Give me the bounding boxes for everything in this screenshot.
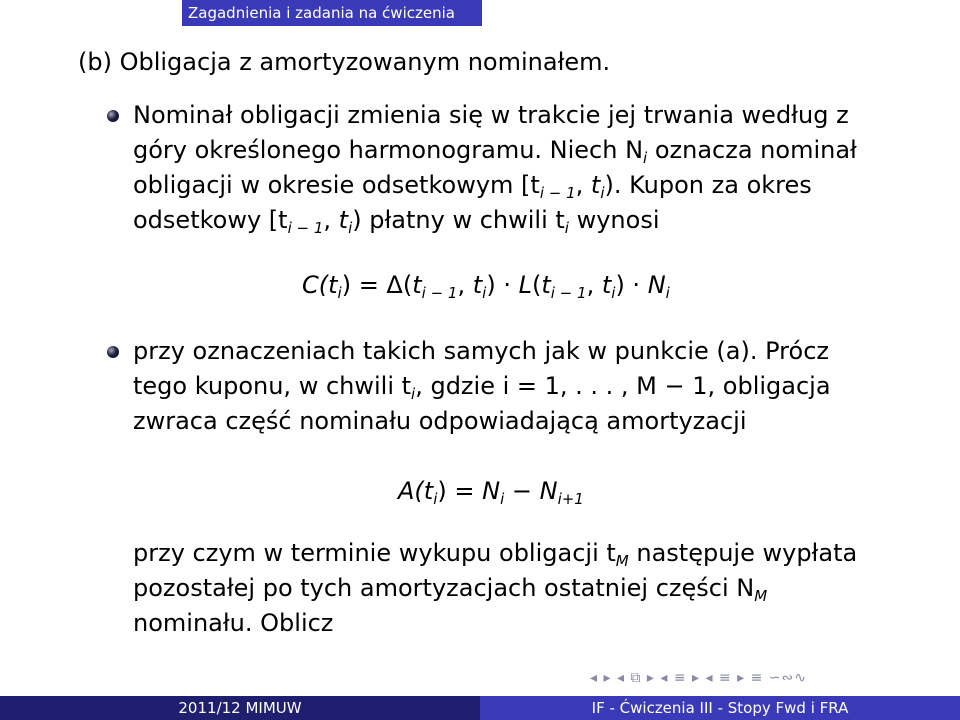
bullet-1-line-4: odsetkowy [$t_{i - 1}$, $t_i$) płatny w chwili $t_i$ wynosi	[133, 206, 660, 237]
text-fragment: przy czym w terminie wykupu obligacji t	[133, 539, 616, 567]
section-heading: (b) Obligacja z amortyzowanym nominałem.	[78, 48, 611, 76]
subscript: M	[754, 587, 768, 605]
bullet-2-line-2	[133, 369, 903, 404]
bullet-2-line-1: przy oznaczeniach takich samych jak w punkcie (a). Prócz	[133, 337, 829, 365]
bullet-item-2	[133, 334, 903, 439]
subscript: i	[600, 184, 605, 202]
subscript: i	[348, 219, 353, 237]
text-fragment: , gdzie i = 1, . . . , M − 1, obligacja	[415, 372, 831, 400]
closing-line-3: nominału. Oblicz	[133, 609, 334, 637]
bullet-icon	[107, 346, 119, 358]
header-title: Zagadnienia i zadania na ćwiczenia	[182, 0, 482, 26]
footer-left: 2011/12 MIMUW	[0, 696, 480, 720]
subscript: i − 1	[287, 219, 324, 237]
closing-line-1	[133, 536, 903, 571]
text-fragment: obligacji w okresie odsetkowym [t	[133, 171, 540, 199]
text-fragment: tego kuponu, w chwili t	[133, 372, 412, 400]
bullet-1-line-2	[133, 133, 903, 168]
text-fragment: pozostałej po tych amortyzacjach ostatniej części N	[133, 574, 755, 602]
amortization-formula: $A(t_i) = N_i - N_{i+1}$	[398, 477, 584, 508]
slide-footer	[0, 696, 960, 720]
text-fragment: . Kupon za okres	[613, 171, 812, 199]
bullet-1-line-1: Nominał obligacji zmienia się w trakcie jej trwania według z	[133, 101, 849, 129]
text-fragment: góry określonego harmonogramu. Niech N	[133, 136, 644, 164]
closing-line-2	[133, 571, 903, 606]
subscript: i	[564, 219, 569, 237]
text-fragment: wynosi	[568, 206, 660, 234]
bullet-icon	[107, 110, 119, 122]
closing-paragraph	[133, 536, 903, 641]
subscript: i+1	[557, 490, 584, 508]
beamer-navigation-icons[interactable]: ◂ ▸ ◂ ⧉ ▸ ◂ ≡ ▸ ◂ ≡ ▸ ≡ ∽∾∿	[590, 670, 807, 686]
formula-start: A(t	[398, 477, 434, 505]
text-fragment: następuje wypłata	[636, 539, 858, 567]
bullet-2-line-3: zwraca część nominału odpowiadającą amortyzacji	[133, 407, 747, 435]
bullet-1-line-3: obligacji w okresie odsetkowym [$t_{i - 1}$, $t_i$). Kupon za okres	[133, 171, 812, 202]
text-fragment: odsetkowy [t	[133, 206, 288, 234]
slide-header	[0, 0, 960, 26]
coupon-formula: $C(t_i) = \Delta(t_{i - 1}$, $t_i) \cdot L(t_{i - 1}$, $t_i) \cdot N_i$	[302, 271, 670, 302]
subscript: i	[411, 385, 416, 403]
subscript: i − 1	[539, 184, 576, 202]
subscript: M	[615, 552, 629, 570]
bullet-item-1	[133, 98, 903, 238]
formula-start: C(t	[302, 271, 338, 299]
text-fragment: ) płatny w chwili t	[352, 206, 565, 234]
footer-right: IF - Ćwiczenia III - Stopy Fwd i FRA	[480, 696, 960, 720]
header-left-blank	[0, 0, 182, 26]
subscript: i	[643, 149, 648, 167]
text-fragment: oznacza nominał	[647, 136, 857, 164]
